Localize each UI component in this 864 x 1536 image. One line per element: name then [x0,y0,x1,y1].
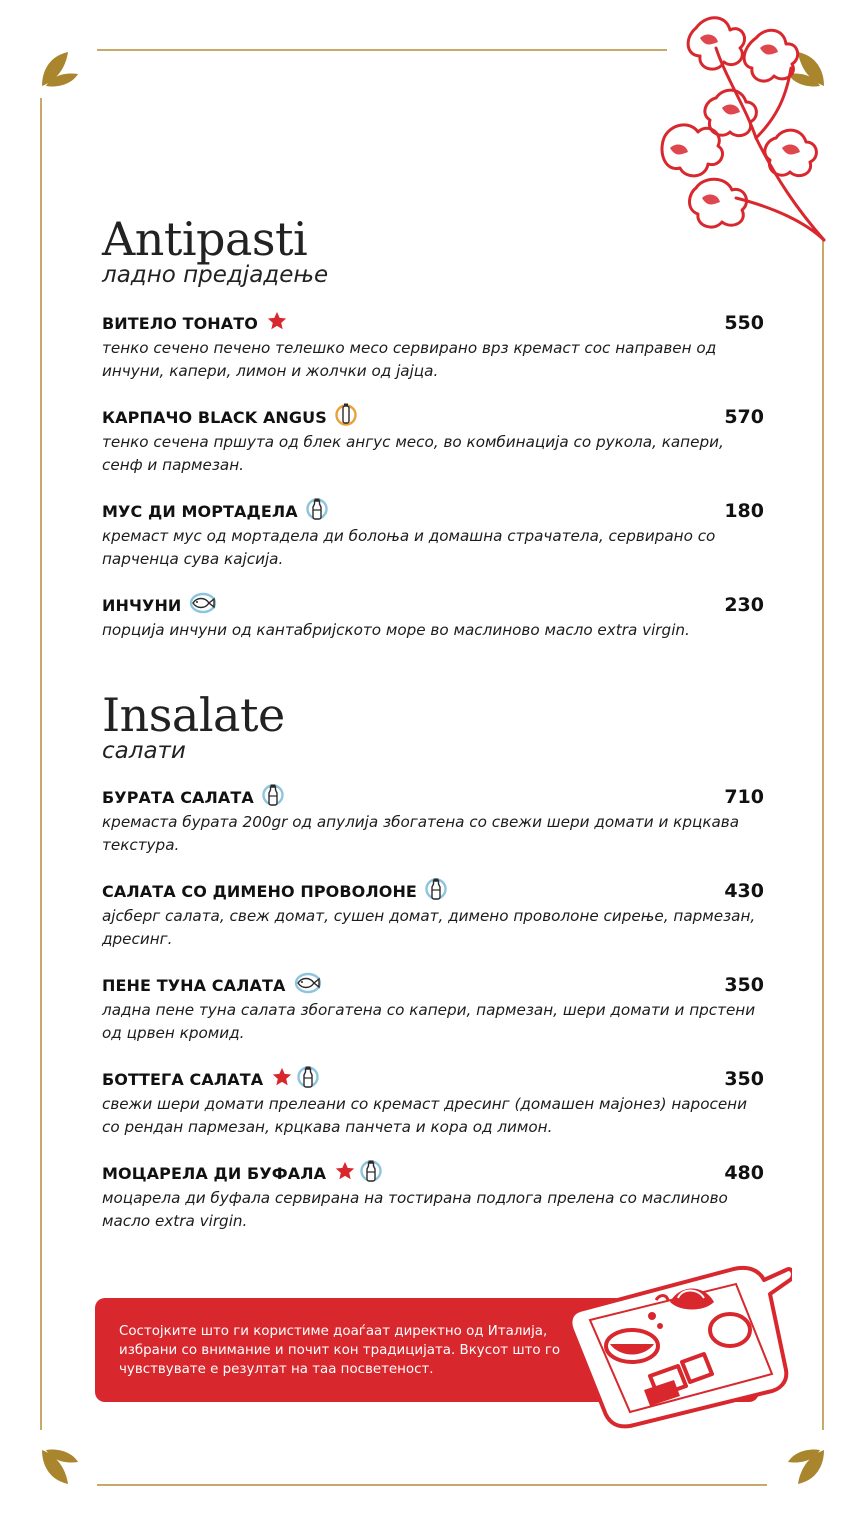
menu-item-description: ајсберг салата, свеж домат, сушен домат, димено проволоне сирење, пармезан, дресинг. [102,907,756,948]
leaf-ornament-icon [784,1446,828,1490]
menu-item-icons [425,876,447,906]
menu-item [102,404,764,477]
menu-item-price: 430 [724,880,764,902]
menu-item-price: 570 [724,406,764,428]
menu-item [102,1160,764,1233]
menu-item [102,498,764,571]
menu-item [102,310,764,383]
star-icon [271,1066,293,1092]
menu-item-name: ПЕНЕ ТУНА САЛАТА [102,975,286,995]
menu-item-header [102,878,764,904]
menu-item-header [102,404,764,430]
menu-item [102,1066,764,1139]
menu-item-price: 550 [724,312,764,334]
menu-item-header [102,1066,764,1092]
frame-bottom-line [97,1484,767,1486]
menu-item-description: порција инчуни од кантабријското море во маслиново масло extra virgin. [102,621,690,639]
menu-item-name: БОТТЕГА САЛАТА [102,1069,264,1089]
menu-item-header [102,498,764,524]
leaf-ornament-icon [38,1446,82,1490]
section-title: Insalate [102,688,285,742]
menu-item-price: 480 [724,1162,764,1184]
milk-bottle-icon [425,876,447,906]
milk-bottle-icon [297,1064,319,1094]
menu-item-name: САЛАТА СО ДИМЕНО ПРОВОЛОНЕ [102,881,417,901]
menu-item-icons [334,1158,382,1188]
menu-item-description: тенко сечена пршута од блек ангус месо, во комбинација со рукола, капери, сенф и пармезан. [102,433,724,474]
menu-item-price: 350 [724,1068,764,1090]
section-subtitle: салати [102,738,186,764]
menu-item-name: ВИТЕЛО ТОНАТО [102,313,258,333]
menu-item-price: 350 [724,974,764,996]
frame-left-line [40,98,42,1430]
leaf-ornament-icon [38,46,82,90]
cow-icon [335,402,357,432]
menu-item-header [102,310,764,336]
fish-icon [294,972,322,998]
menu-item-icons [306,496,328,526]
fish-icon [189,592,217,618]
menu-item-icons [266,310,288,336]
menu-item-price: 710 [724,786,764,808]
menu-item-description: свежи шери домати прелеани со кремаст дресинг (домашен мајонез) наросени со рендан пармезан, крцкава панчета и кора од лимон. [102,1095,747,1136]
menu-item-description: тенко сечено печено телешко месо сервирано врз кремаст сос направен од инчуни, капери, лимон и жолчки од јајца. [102,339,717,380]
menu-item-name: МУС ДИ МОРТАДЕЛА [102,501,298,521]
menu-item-icons [271,1064,319,1094]
menu-item-name: БУРАТА САЛАТА [102,787,254,807]
menu-item-name: КАРПАЧО BLACK ANGUS [102,407,327,427]
menu-item-icons [294,972,322,998]
frame-right-line [822,240,824,1430]
menu-item-price: 180 [724,500,764,522]
menu-item-name: ИНЧУНИ [102,595,182,615]
section-insalate [102,690,764,1250]
menu-item-icons [189,592,217,618]
menu-item-icons [335,402,357,432]
star-icon [334,1160,356,1186]
menu-item-header [102,972,764,998]
menu-item-icons [262,782,284,812]
menu-item-header [102,592,764,618]
menu-item-header [102,784,764,810]
menu-item-description: ладна пене туна салата збогатена со капери, пармезан, шери домати и прстени од црвен кромид. [102,1001,756,1042]
section-title: Antipasti [102,212,308,266]
menu-item-description: кремаста бурата 200gr од апулија збогатена со свежи шери домати и крцкава текстура. [102,813,740,854]
menu-item-price: 230 [724,594,764,616]
section-antipasti [102,214,764,654]
menu-item [102,784,764,857]
section-subtitle: ладно предјадење [102,262,329,288]
parsley-illustration-icon [656,8,826,248]
milk-bottle-icon [360,1158,382,1188]
menu-item [102,878,764,951]
milk-bottle-icon [306,496,328,526]
milk-bottle-icon [262,782,284,812]
star-icon [266,310,288,336]
info-note-text: Состојките што ги користиме доаѓаат директно од Италија, избрани со внимание и почит кон традицијата. Вкусот што го чувствувате е резултат на таа посветеност. [119,1324,561,1377]
menu-item-name: МОЦАРЕЛА ДИ БУФАЛА [102,1163,327,1183]
menu-item-description: кремаст мус од мортадела ди болоња и домашна страчатела, сервирано со парченца сува кајсија. [102,527,716,568]
menu-item-description: моцарела ди буфала сервирана на тостирана подлога прелена со маслиново масло extra virgin. [102,1189,728,1230]
frame-top-line [97,49,667,51]
menu-item [102,592,764,642]
menu-item-header [102,1160,764,1186]
menu-item [102,972,764,1045]
cutting-board-illustration-icon [560,1250,792,1430]
